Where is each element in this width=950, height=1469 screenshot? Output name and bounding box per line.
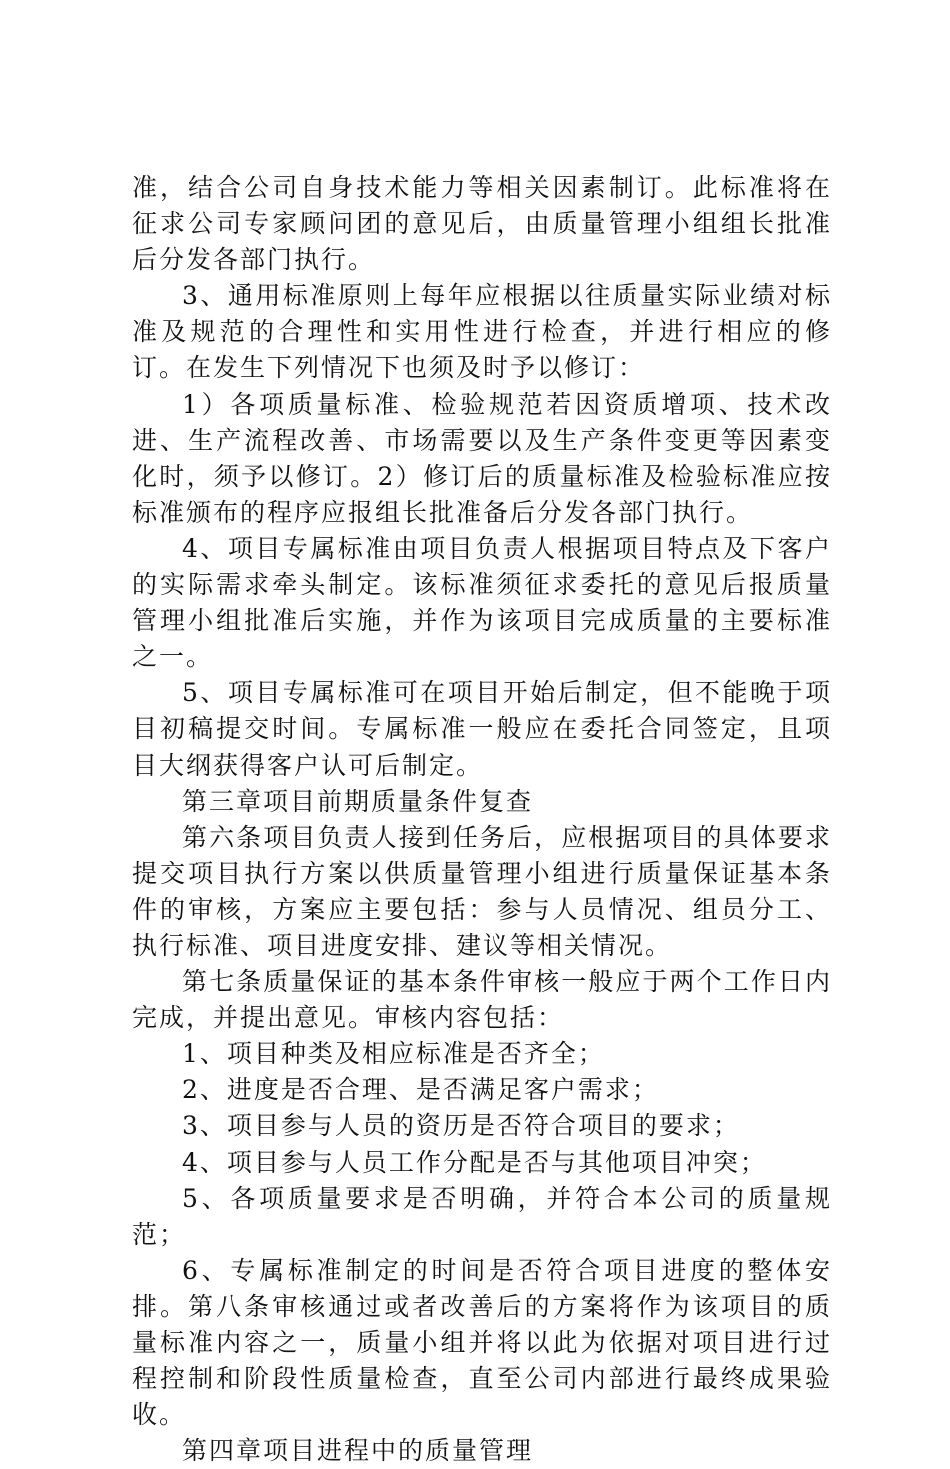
- review-item-2: 2、进度是否合理、是否满足客户需求；: [182, 1075, 659, 1105]
- article-7: 第七条质量保证的基本条件审核一般应于两个工作日内完成，并提出意见。审核内容包括：: [132, 967, 832, 1033]
- review-item-3: 3、项目参与人员的资历是否符合项目的要求；: [182, 1111, 740, 1141]
- review-item-6: 6、专属标准制定的时间是否符合项目进度的整体安排。第八条审核通过或者改善后的方案将作为该项目的质量标准内容之一，质量小组并将以此为依据对项目进行过程控制和阶段性质量检查，直至公司内部进行最终成果验收。: [132, 1255, 832, 1430]
- paragraph-item-5: 5、项目专属标准可在项目开始后制定，但不能晚于项目初稿提交时间。专属标准一般应在委托合同签定，且项目大纲获得客户认可后制定。: [132, 678, 832, 780]
- paragraph-sub-items: 1）各项质量标准、检验规范若因资质增项、技术改进、生产流程改善、市场需要以及生产条件变更等因素变化时，须予以修订。2）修订后的质量标准及检验标准应按标准颁布的程序应报组长批准备后分发各部门执行。: [132, 389, 832, 527]
- article-6: 第六条项目负责人接到任务后，应根据项目的具体要求提交项目执行方案以供质量管理小组进行质量保证基本条件的审核，方案应主要包括：参与人员情况、组员分工、执行标准、项目进度安排、建议等相关情况。: [132, 822, 832, 960]
- review-item-4: 4、项目参与人员工作分配是否与其他项目冲突；: [182, 1147, 767, 1177]
- review-item-5: 5、各项质量要求是否明确，并符合本公司的质量规范；: [132, 1183, 832, 1249]
- paragraph-item-4: 4、项目专属标准由项目负责人根据项目特点及下客户的实际需求牵头制定。该标准须征求委托的意见后报质量管理小组批准后实施，并作为该项目完成质量的主要标准之一。: [132, 533, 832, 672]
- chapter-4-heading: 第四章项目进程中的质量管理: [182, 1436, 534, 1466]
- chapter-3-heading: 第三章项目前期质量条件复查: [182, 786, 534, 816]
- document-body: [132, 170, 832, 1469]
- review-item-1: 1、项目种类及相应标准是否齐全；: [182, 1039, 605, 1069]
- paragraph-item-3: 3、通用标准原则上每年应根据以往质量实际业绩对标准及规范的合理性和实用性进行检查，并进行相应的修订。在发生下列情况下也须及时予以修订：: [132, 281, 832, 383]
- paragraph-continuation: 准，结合公司自身技术能力等相关因素制订。此标准将在征求公司专家顾问团的意见后，由质量管理小组组长批准后分发各部门执行。: [132, 173, 832, 275]
